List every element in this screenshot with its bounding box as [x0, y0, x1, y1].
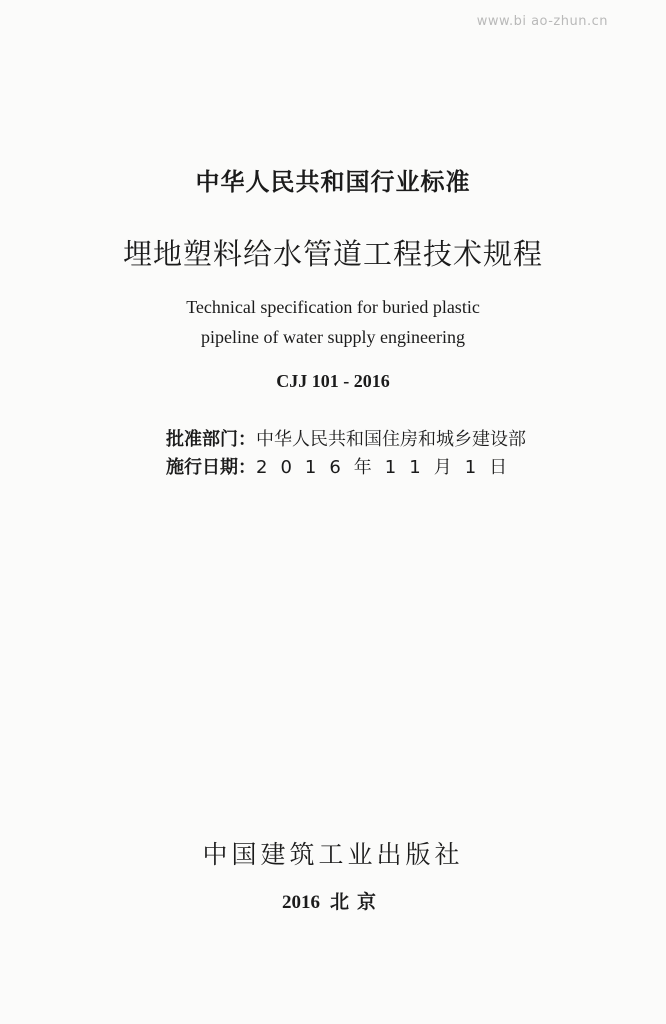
- publisher-name: 中国建筑工业出版社: [202, 840, 464, 869]
- publication-city: 北京: [329, 891, 384, 913]
- publication-line: [0, 887, 666, 914]
- approval-line: [166, 425, 526, 451]
- approval-value: 中华人民共和国住房和城乡建设部: [256, 429, 526, 450]
- title-english: [0, 292, 666, 352]
- title-chinese: 埋地塑料给水管道工程技术规程: [122, 237, 543, 271]
- standard-category: 中华人民共和国行业标准: [195, 168, 471, 196]
- effective-date-line: [166, 453, 520, 479]
- effective-date-label: 施行日期：: [166, 457, 256, 478]
- title-english-line-1: Technical specification for buried plastic: [186, 297, 480, 317]
- publication-year: 2016: [281, 892, 320, 913]
- effective-date-value: 2016年11月1日: [256, 457, 521, 478]
- standard-code: CJJ 101 - 2016: [276, 371, 390, 391]
- watermark-text: www.bi ao-zhun.cn: [476, 14, 608, 29]
- title-english-line-2: pipeline of water supply engineering: [201, 327, 465, 347]
- approval-label: 批准部门：: [166, 429, 256, 450]
